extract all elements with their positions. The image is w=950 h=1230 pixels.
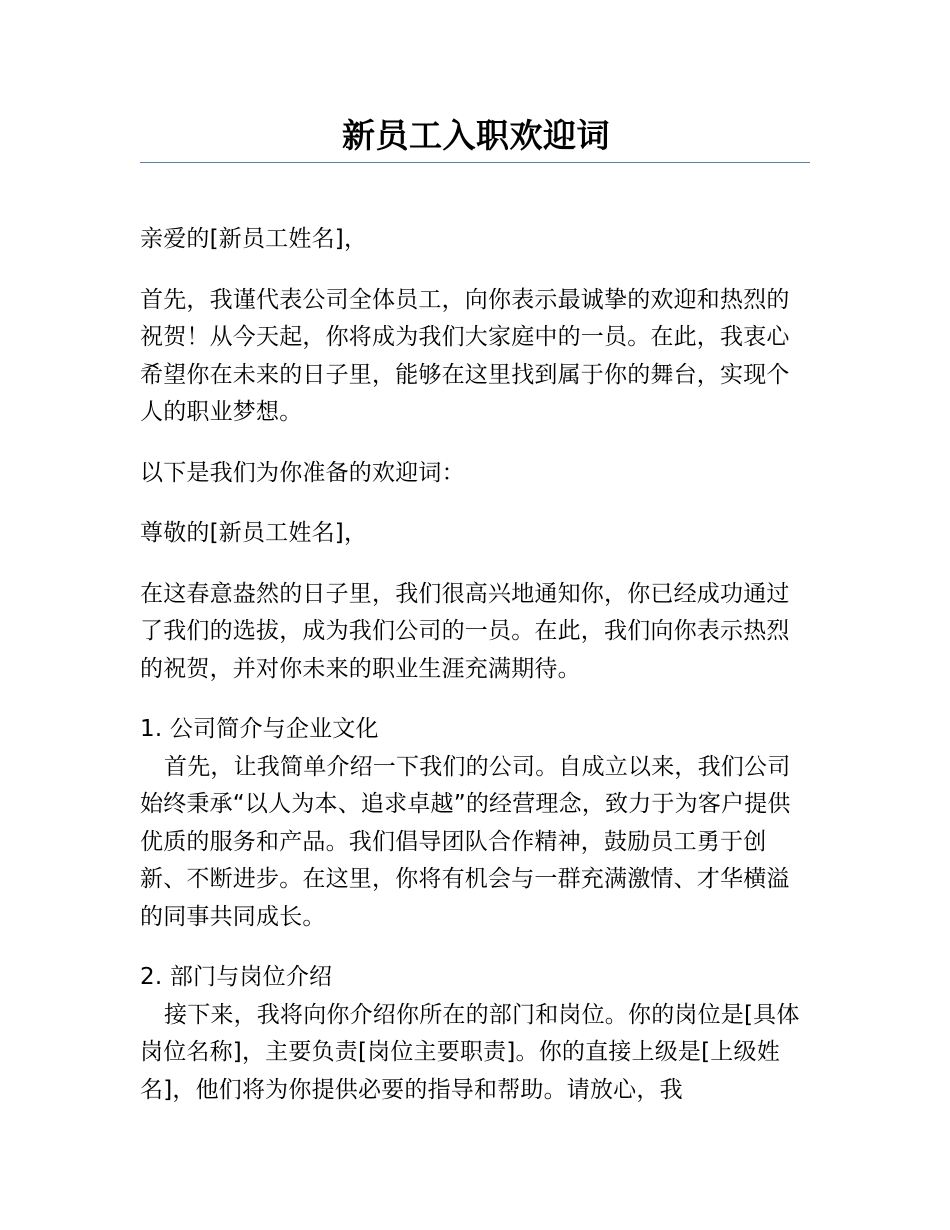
salutation-paragraph: 尊敬的[新员工姓名]， — [140, 520, 368, 546]
lead-in-paragraph: 以下是我们为你准备的欢迎词： — [140, 459, 465, 486]
greeting-paragraph: 亲爱的[新员工姓名]， — [140, 226, 368, 252]
section-text-company: 首先，让我简单介绍一下我们的公司。自成立以来，我们公司始终秉承“以人为本、追求卓越”的经营理念，致力于为客户提供优质的服务和产品。我们倡导团队合作精神，鼓励员工勇于创新、不断进步。在这里，你将有机会与一群充满激情、才华横溢的同事共同成长。 — [140, 753, 791, 930]
intro-paragraph: 首先，我谨代表公司全体员工，向你表示最诚挚的欢迎和热烈的祝贺！从今天起，你将成为我们大家庭中的一员。在此，我衷心希望你在未来的日子里，能够在这里找到属于你的舞台，实现个人的职业梦想。 — [140, 286, 790, 425]
section-heading-company: 1. 公司简介与企业文化 — [140, 716, 379, 742]
section-heading-department: 2. 部门与岗位介绍 — [140, 964, 333, 990]
title-divider — [140, 162, 810, 163]
document-body — [140, 221, 812, 1132]
section-text-department: 接下来，我将向你介绍你所在的部门和岗位。你的岗位是[具体岗位名称]，主要负责[岗位主要职责]。你的直接上级是[上级姓名]，他们将为你提供必要的指导和帮助。请放心，我 — [140, 1001, 800, 1103]
document-title: 新员工入职欢迎词 — [342, 116, 610, 155]
congratulation-paragraph: 在这春意盎然的日子里，我们很高兴地通知你，你已经成功通过了我们的选拔，成为我们公司的一员。在此，我们向你表示热烈的祝贺，并对你未来的职业生涯充满期待。 — [140, 580, 790, 682]
